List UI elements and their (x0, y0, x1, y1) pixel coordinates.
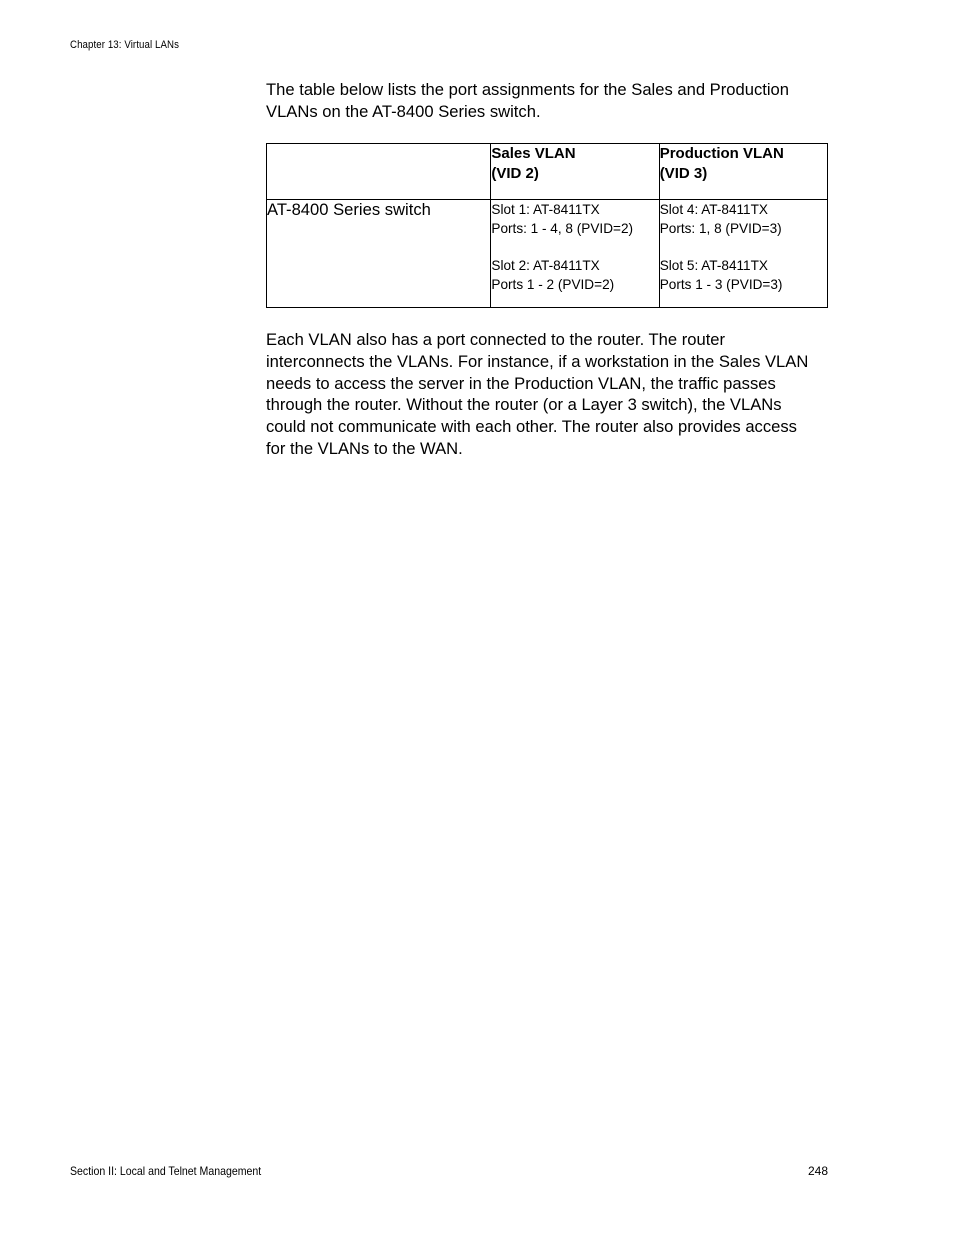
body-paragraph (266, 329, 831, 460)
header-production-vid: (VID 3) (659, 165, 708, 182)
sales-slot-2: Slot 2: AT-8411TX (491, 258, 600, 273)
body-line: interconnects the VLANs. For instance, if a workstation in the Sales VLAN (266, 351, 809, 371)
header-sales-name: Sales VLAN (491, 145, 576, 162)
body-line: through the router. Without the router (or a Layer 3 switch), the VLANs (266, 395, 782, 415)
body-line: could not communicate with each other. The router also provides access (266, 417, 797, 437)
header-empty-cell (267, 144, 491, 200)
body-line: Each VLAN also has a port connected to the router. The router (266, 330, 726, 349)
sales-ports-cell (491, 200, 659, 308)
header-production-vlan (659, 144, 827, 200)
vlan-port-table (266, 143, 828, 308)
table-row (267, 200, 828, 308)
body-line: needs to access the server in the Production VLAN, the traffic passes (266, 373, 776, 393)
production-ports-5: Ports 1 - 3 (PVID=3) (659, 277, 783, 292)
production-slot-5: Slot 5: AT-8411TX (659, 258, 768, 273)
table-header-row (267, 144, 828, 200)
sales-ports-1: Ports: 1 - 4, 8 (PVID=2) (491, 221, 634, 236)
page-number: 248 (808, 1164, 829, 1178)
sales-ports-2: Ports 1 - 2 (PVID=2) (491, 277, 615, 292)
production-ports-cell (659, 200, 827, 308)
intro-paragraph (266, 79, 831, 123)
sales-slot-1: Slot 1: AT-8411TX (491, 202, 600, 217)
footer-section: Section II: Local and Telnet Management (70, 1164, 262, 1178)
header-production-name: Production VLAN (659, 145, 784, 162)
intro-line: The table below lists the port assignments for the Sales and Production (266, 80, 789, 99)
header-sales-vlan (491, 144, 659, 200)
row-label-switch: AT-8400 Series switch (267, 200, 491, 308)
body-line: for the VLANs to the WAN. (266, 438, 463, 458)
header-sales-vid: (VID 2) (491, 165, 539, 182)
intro-line: VLANs on the AT-8400 Series switch. (266, 101, 541, 121)
production-ports-4: Ports: 1, 8 (PVID=3) (659, 221, 782, 236)
running-header: Chapter 13: Virtual LANs (70, 39, 180, 51)
production-slot-4: Slot 4: AT-8411TX (659, 202, 768, 217)
